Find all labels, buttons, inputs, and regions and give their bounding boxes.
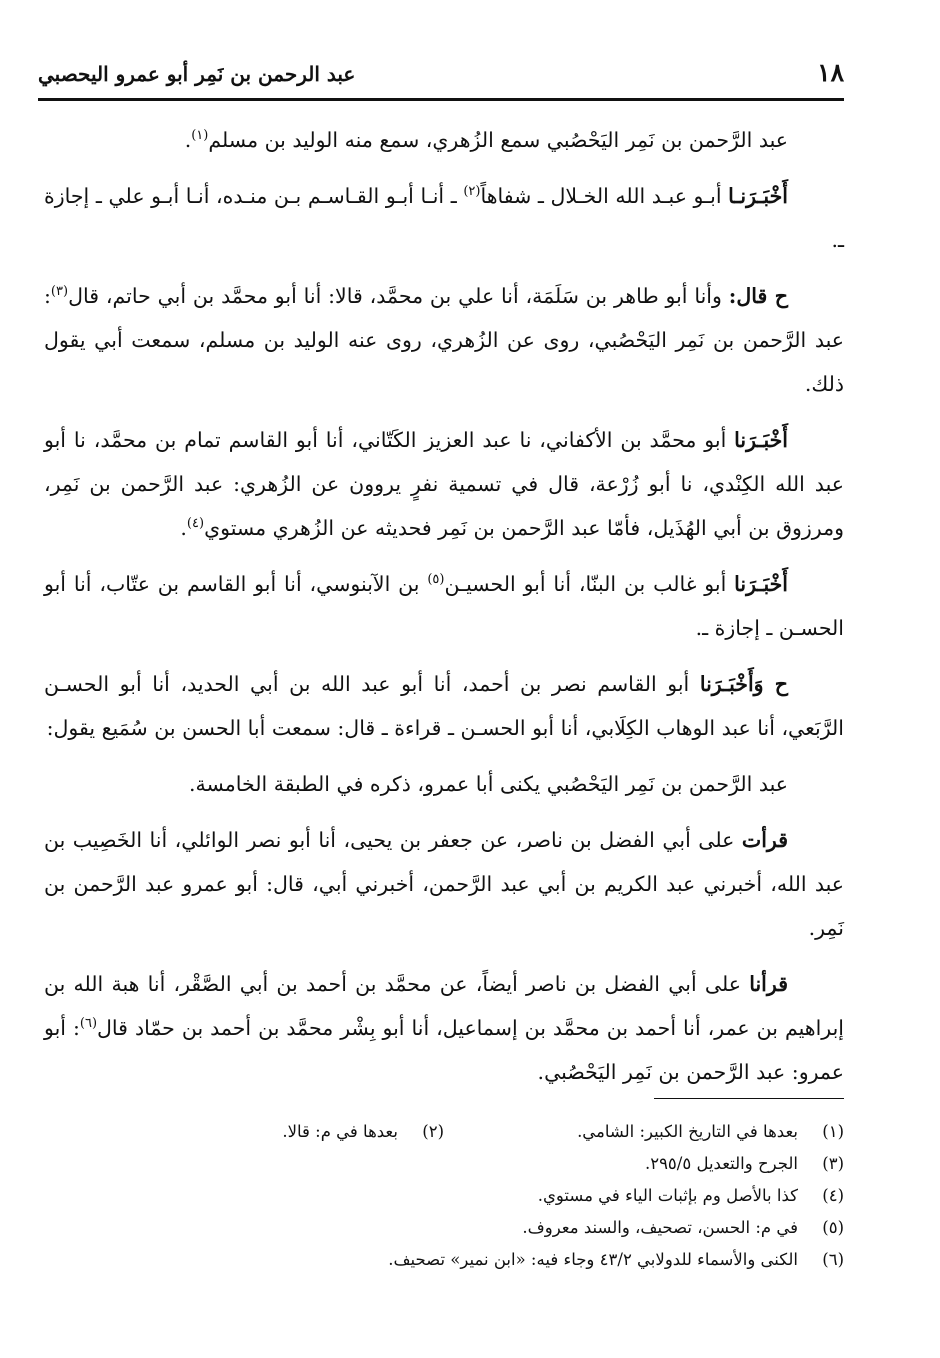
footnote-text: بعدها في التاريخ الكبير: الشامي. xyxy=(577,1122,798,1141)
footnote-ref: (١) xyxy=(191,128,209,144)
paragraph-text: أبو محمَّد بن الأكفاني، نا عبد العزيز الكَتّاني، أنا أبو القاسم تمام بن محمَّد، نا أبو عبد الله الكِنْدي، نا أبو زُرْعة، قال في تسمية نفرٍ يروون عن الزُهري: عبد الرَّحمن بن نَمِر، ومرزوق بن أبي الهُذَيل، فأمّا عبد الرَّحمن بن نَمِر فحديثه عن الزُهري مستوي xyxy=(44,428,844,540)
footnote-rule xyxy=(654,1098,844,1099)
paragraph-9 xyxy=(44,962,844,1094)
page-number: ١٨ xyxy=(817,58,844,87)
keyword: قرأنا xyxy=(749,972,788,996)
paragraph-text: عبد الرَّحمن بن نَمِر اليَحْصُبي يكنى أبا عمرو، ذكره في الطبقة الخامسة. xyxy=(188,772,788,796)
header-rule xyxy=(38,98,844,101)
footnote-number: (٥) xyxy=(822,1218,844,1237)
keyword: قرأت xyxy=(741,828,788,852)
paragraph-tail: : عبد الرَّحمن بن نَمِر اليَحْصُبي، روى عن الزُهري، روى عنه الوليد بن مسلم، سمعت أبي يقول ذلك. xyxy=(44,284,844,396)
paragraph-2 xyxy=(44,174,844,262)
footnote-5 xyxy=(44,1212,844,1244)
footnote-number: (٤) xyxy=(822,1186,844,1205)
footnote-ref: (٦) xyxy=(79,1016,98,1032)
footnote-ref: (٥) xyxy=(427,572,445,588)
footnote-ref: (٤) xyxy=(186,516,205,532)
paragraph-5 xyxy=(44,562,844,650)
keyword: أَخْبَـرَنا xyxy=(734,572,788,596)
footnote-ref: (٣) xyxy=(50,284,69,300)
paragraph-text: أبو غالب بن البنّا، أنا أبو الحسيـن xyxy=(444,572,735,596)
footnote-row xyxy=(44,1116,844,1148)
running-title: عبد الرحمن بن نَمِر أبو عمرو اليحصبي xyxy=(38,62,356,86)
paragraph-7 xyxy=(44,762,844,806)
paragraph-tail: . xyxy=(180,516,187,540)
paragraph-text: وأنا أبو طاهر بن سَلَمَة، أنا علي بن محمَّد، قالا: أنا أبو محمَّد بن أبي حاتم، قال xyxy=(68,284,729,308)
footnote-3 xyxy=(44,1148,844,1180)
keyword: ح وَأَخْبَـرَنا xyxy=(699,672,788,696)
footnote-2 xyxy=(44,1116,444,1148)
footnote-text: الكنى والأسماء للدولابي ٤٣/٢ وجاء فيه: «ابن نمير» تصحيف. xyxy=(388,1250,798,1269)
paragraph-3 xyxy=(44,274,844,406)
footnote-text: بعدها في م: قالا. xyxy=(282,1122,398,1141)
footnote-number: (٦) xyxy=(822,1250,844,1269)
paragraph-tail: بن الآبنوسي، أنا أبو القاسم بن عتّاب، أنا أبو الحسـن ـ إجازة ـ. xyxy=(44,572,844,640)
footnote-text: الجرح والتعديل ٢٩٥/٥. xyxy=(644,1154,798,1173)
footnote-number: (٣) xyxy=(822,1154,844,1173)
paragraph-tail: : أبو عمرو: عبد الرَّحمن بن نَمِر اليَحْصُبي. xyxy=(44,1016,844,1084)
paragraph-text: على أبي الفضل بن ناصر أيضاً، عن محمَّد بن أحمد بن أبي الصَّقْر، أنا هبة الله بن إبراهيم بن عمر، أنا أحمد بن محمَّد بن إسماعيل، أنا أبو بِشْر محمَّد بن أحمد بن حمّاد قال xyxy=(44,972,844,1040)
keyword: ح قال: xyxy=(728,284,788,308)
paragraph-8 xyxy=(44,818,844,950)
footnote-4 xyxy=(44,1180,844,1212)
keyword: أَخْبَـرَنـا xyxy=(728,184,788,208)
footnote-text: كذا بالأصل وم بإثبات الياء في مستوي. xyxy=(537,1186,798,1205)
footnote-6 xyxy=(44,1244,844,1276)
paragraph-4 xyxy=(44,418,844,550)
paragraph-tail: ـ أنـا أبـو القـاسـم بـن منـده، أنـا أبـو علي ـ إجازة ـ. xyxy=(44,184,844,252)
paragraph-1 xyxy=(44,118,844,162)
main-text xyxy=(44,118,844,1106)
paragraph-text: أبـو عبـد الله الخـلال ـ شفاهاً xyxy=(480,184,729,208)
footnote-ref: (٢) xyxy=(463,184,481,200)
footnote-number: (١) xyxy=(822,1122,844,1141)
paragraph-text: على أبي الفضل بن ناصر، عن جعفر بن يحيى، أنا أبو نصر الوائلي، أنا الخَصِيب بن عبد الله، أخبرني عبد الكريم بن أبي عبد الرَّحمن، أخبرني أبي، قال: أبو عمرو عبد الرَّحمن بن نَمِر. xyxy=(44,828,844,940)
page-header xyxy=(38,52,844,98)
footnote-text: في م: الحسن، تصحيف، والسند معروف. xyxy=(522,1218,798,1237)
paragraph-text: أبو القاسم نصر بن أحمد، أنا أبو عبد الله بن أبي الحديد، أنا أبو الحسـن الرَّبَعي، أنا عبد الوهاب الكِلَابي، أنا أبو الحسـن ـ قراءة ـ قال: سمعت أبا الحسن بن سُمَيع يقول: xyxy=(44,672,844,740)
keyword: أَخْبَـرَنا xyxy=(734,428,788,452)
paragraph-text: عبد الرَّحمن بن نَمِر اليَحْصُبي سمع الزُهري، سمع منه الوليد بن مسلم xyxy=(208,128,788,152)
paragraph-tail: . xyxy=(184,128,192,152)
footnote-1 xyxy=(444,1116,844,1148)
footnote-number: (٢) xyxy=(422,1122,444,1141)
footnotes xyxy=(44,1116,844,1276)
paragraph-6 xyxy=(44,662,844,750)
